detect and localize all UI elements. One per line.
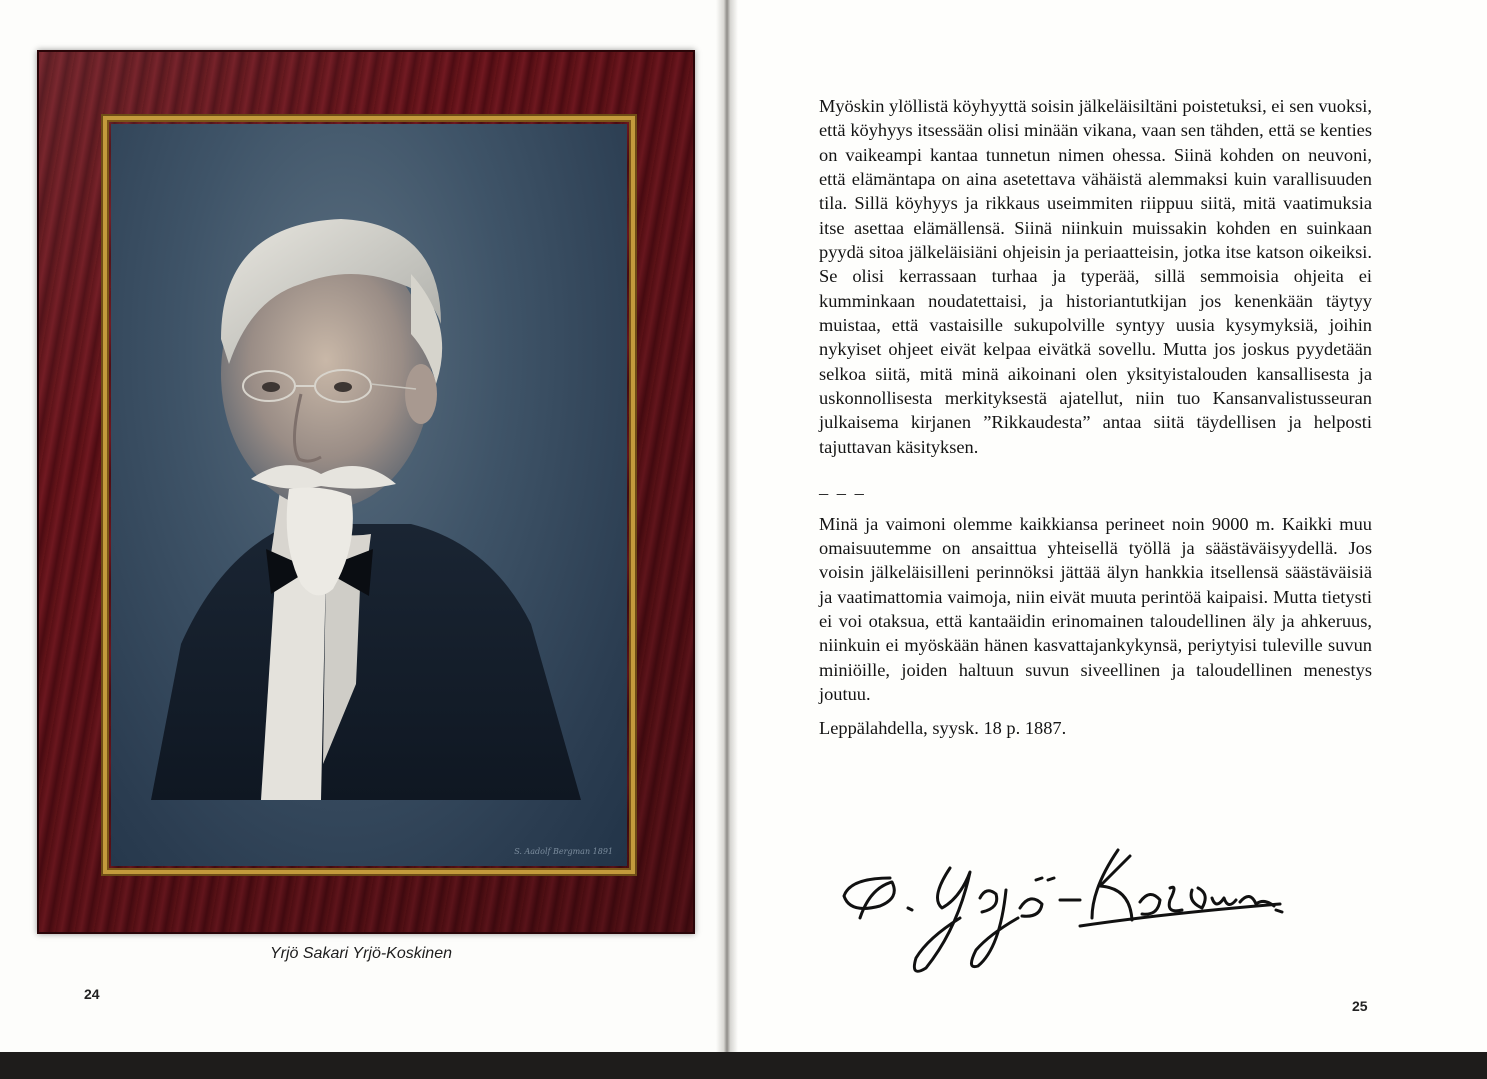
scan-background: [0, 1052, 1487, 1079]
handwritten-signature: [830, 838, 1300, 978]
portrait-photo: [111, 124, 627, 866]
paragraph-1: Myöskin ylöllistä köyhyyttä soisin jälkeläisiltäni poistetuksi, ei sen vuoksi, että köyhyys itsessään olisi minään vikana, vaan sen tähden, että se kenties on vaikeampi kantaa tunnetun nimen ohessa. Siinä kohden on neuvoni, että elämäntapa on aina asetettava vähäistä alemmaksi kuin varallisuuden tila. Sillä köyhyys ja rikkaus useimmiten riippuu siitä, mitä vaatimuksia itse asettaa elämällensä. Siinä niinkuin muissakin kohden en suinkaan pyydä sitoa jälkeläisiäni ohjeisin ja periaatteisin, jotka itse katson oikeiksi. Se olisi kerrassaan turhaa ja typerää, sillä semmoisia ohjeita ei kumminkaan noudatettaisi, ja historiantutkijan jos kenenkään täytyy muistaa, että vastaisille sukupolville syntyy uusia kysymyksiä, joihin nykyiset ohjeet eivät kelpaa eivätkä sovellu. Mutta jos joskus pyydetään selkoa siitä, mitä minä aikoinani olen yksityistalouden kansallisesta ja uskonnollisesta merkityksestä ajatellut, niin tuo Kansanvalistusseuran julkaisema kirjanen ”Rikkaudesta” antaa siitä täydellisen ja helposti tajuttavan käsityksen.: [819, 96, 1372, 457]
paragraph-2: Minä ja vaimoni olemme kaikkiansa perineet noin 9000 m. Kaikki muu omaisuutemme on ansaittua yhteisellä työllä ja säästäväisyydellä. Jos voisin jälkeläisilleni perinnöksi jättää älyn hankkia itsellensä säästäväisiä ja vaatimattomia vaimoja, niin eivät muuta perintöä kaipaisi. Mutta tietysti ei voi otaksua, että kantaäidin erinomainen taloudellinen äly ja ahkeruus, niinkuin ei myöskään hänen kasvattajankykynsä, periytyisi tuleville suvun miniöille, joiden haltuun suvun siveellinen ja taloudellinen menestys joutuu.: [819, 513, 1372, 704]
section-separator: – – –: [819, 483, 866, 504]
portrait-frame: [37, 50, 695, 934]
page-number-right: 25: [1352, 998, 1368, 1014]
dateline: Leppälahdella, syysk. 18 p. 1887.: [819, 718, 1067, 739]
portrait-caption: Yrjö Sakari Yrjö-Koskinen: [269, 945, 452, 962]
portrait-illustration: [111, 124, 595, 800]
letter-text: [819, 94, 1372, 741]
photo-inscription: S. Aadolf Bergman 1891: [514, 847, 613, 856]
page-number-left: 24: [84, 986, 100, 1002]
left-page: [0, 0, 722, 1054]
book-gutter: [716, 0, 738, 1054]
